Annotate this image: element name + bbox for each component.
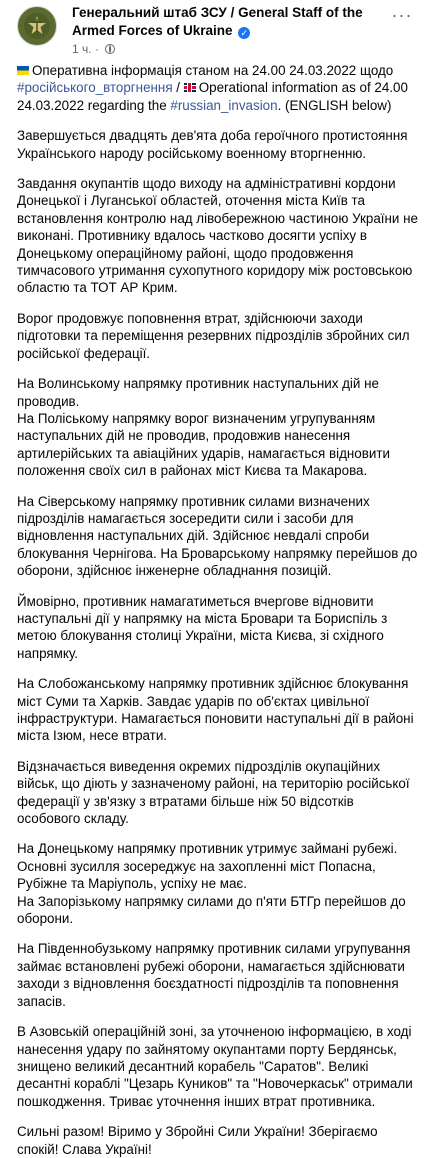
post-paragraph: Ворог продовжує поповнення втрат, здійснюючи заходи підготовки та переміщення резервних підрозділів збройних сил російської федерації.	[17, 310, 410, 361]
intro-ua-text-2: /	[172, 80, 184, 96]
page-name: Генеральний штаб ЗСУ / General Staff of the Armed Forces of Ukraine	[72, 5, 363, 38]
post-paragraph: Завдання окупантів щодо виходу на адміністративні кордони Донецької і Луганської областей, оточення міста Київ та встановлення контролю над лівобережною частиною України не виконані. Противнику вдалось частково досягти успіху в Донецькому операційному районі, щодо продовження тимчасового утримання сухопутного коридору між ростовською областю та ТОТ АР Крим.	[17, 176, 418, 296]
intro-en-text-1: Operational information as of 24.00 24.03.2022 regarding the	[17, 80, 408, 113]
post-paragraph: Завершується двадцять дев'ята доба героїчного протистояння Українського народу російському военному вторгненню.	[17, 128, 408, 161]
more-options-button[interactable]: ···	[391, 5, 413, 25]
hashtag-link-ua[interactable]: #російського_вторгнення	[17, 80, 173, 96]
globe-icon	[105, 44, 115, 54]
armed-forces-emblem-icon	[22, 11, 52, 41]
ukraine-flag-icon	[17, 66, 29, 75]
post-paragraph: В Азовській операційній зоні, за уточненою інформацією, в ході нанесення удару по зайнятому окупантами порту Бердянськ, знищено великий десантний корабель "Саратов". Великі десантні кораблі "Цезарь Куников" та "Новочеркаськ" отримали пошкодження. Триває уточнення інших втрат противника.	[17, 1024, 413, 1109]
post-body	[17, 62, 418, 1158]
post-paragraph: На Поліському напрямку ворог визначеним угрупуванням наступальних дій не проводив, продовжив нанесення артилерійських та авіаційних ударів, намагається відновити положення своїх сил в районах міст Києва та Макарова.	[17, 410, 390, 479]
post-header	[17, 0, 418, 62]
check-badge-icon: ✓	[238, 27, 250, 39]
post-paragraph: На Південнобузькому напрямку противник силами угрупування займає встановлені рубежі оборони, намагається здійснювати заходи з відновлення боєздатності підрозділів та поповнення запасів.	[17, 941, 411, 1009]
hashtag-link-en[interactable]: #russian_invasion	[170, 97, 278, 113]
post-paragraph: На Волинському напрямку противник наступальних дій не проводив.	[17, 376, 379, 409]
post-paragraph: На Запорізькому напрямку силами до п'яти БТГр перейшов до оборони.	[17, 893, 406, 927]
post-paragraph: На Сіверському напрямку противник силами визначених підрозділів намагається зосередити сили і засоби для відновлення наступальних дій. Здійснює невдалі спроби блокування Чернігова. На Броварському напрямку перейшов до оборони, здійснює інженерне обладнання позицій.	[17, 493, 418, 579]
post-paragraph: Сильні разом! Віримо у Збройні Сили України! Зберігаємо спокій! Слава Україні!	[17, 1124, 378, 1157]
uk-flag-icon	[184, 83, 196, 92]
post-paragraph: Ймовірно, противник намагатиметься вчергове відновити наступальні дії у напрямку на міста Бровари та Бориспіль з метою блокування столиці України, міста Києва, зі східного напрямку.	[17, 593, 388, 661]
post-meta	[72, 42, 115, 56]
meta-separator: ·	[94, 42, 99, 56]
intro-paragraph	[17, 62, 418, 114]
post-timestamp[interactable]: 1 ч.	[72, 42, 92, 56]
avatar[interactable]	[17, 6, 57, 46]
page-name-link[interactable]	[72, 4, 392, 40]
post-paragraph: На Слобожанському напрямку противник здійснює блокування міст Суми та Харків. Завдає ударів по об'єктах цивільної інфраструктури. Намагається поновити наступальні дії в районі міста Ізюм, несе втрати.	[17, 676, 414, 744]
post-paragraph: Відзначається виведення окремих підрозділів окупаційних військ, що діють у зазначеному районі, на територію російської федерації у зв'язку з втратами більше ніж 50 відсотків особового складу.	[17, 758, 410, 827]
intro-en-text-2: . (ENGLISH below)	[277, 97, 392, 113]
intro-ua-text-1: Оперативна інформація станом на 24.00 24.03.2022 щодо	[32, 63, 394, 78]
post-paragraph: На Донецькому напрямку противник утримує займані рубежі. Основні зусилля зосереджує на захопленні міст Попасна, Рубіжне та Маріуполь, успіху не має.	[17, 841, 398, 892]
